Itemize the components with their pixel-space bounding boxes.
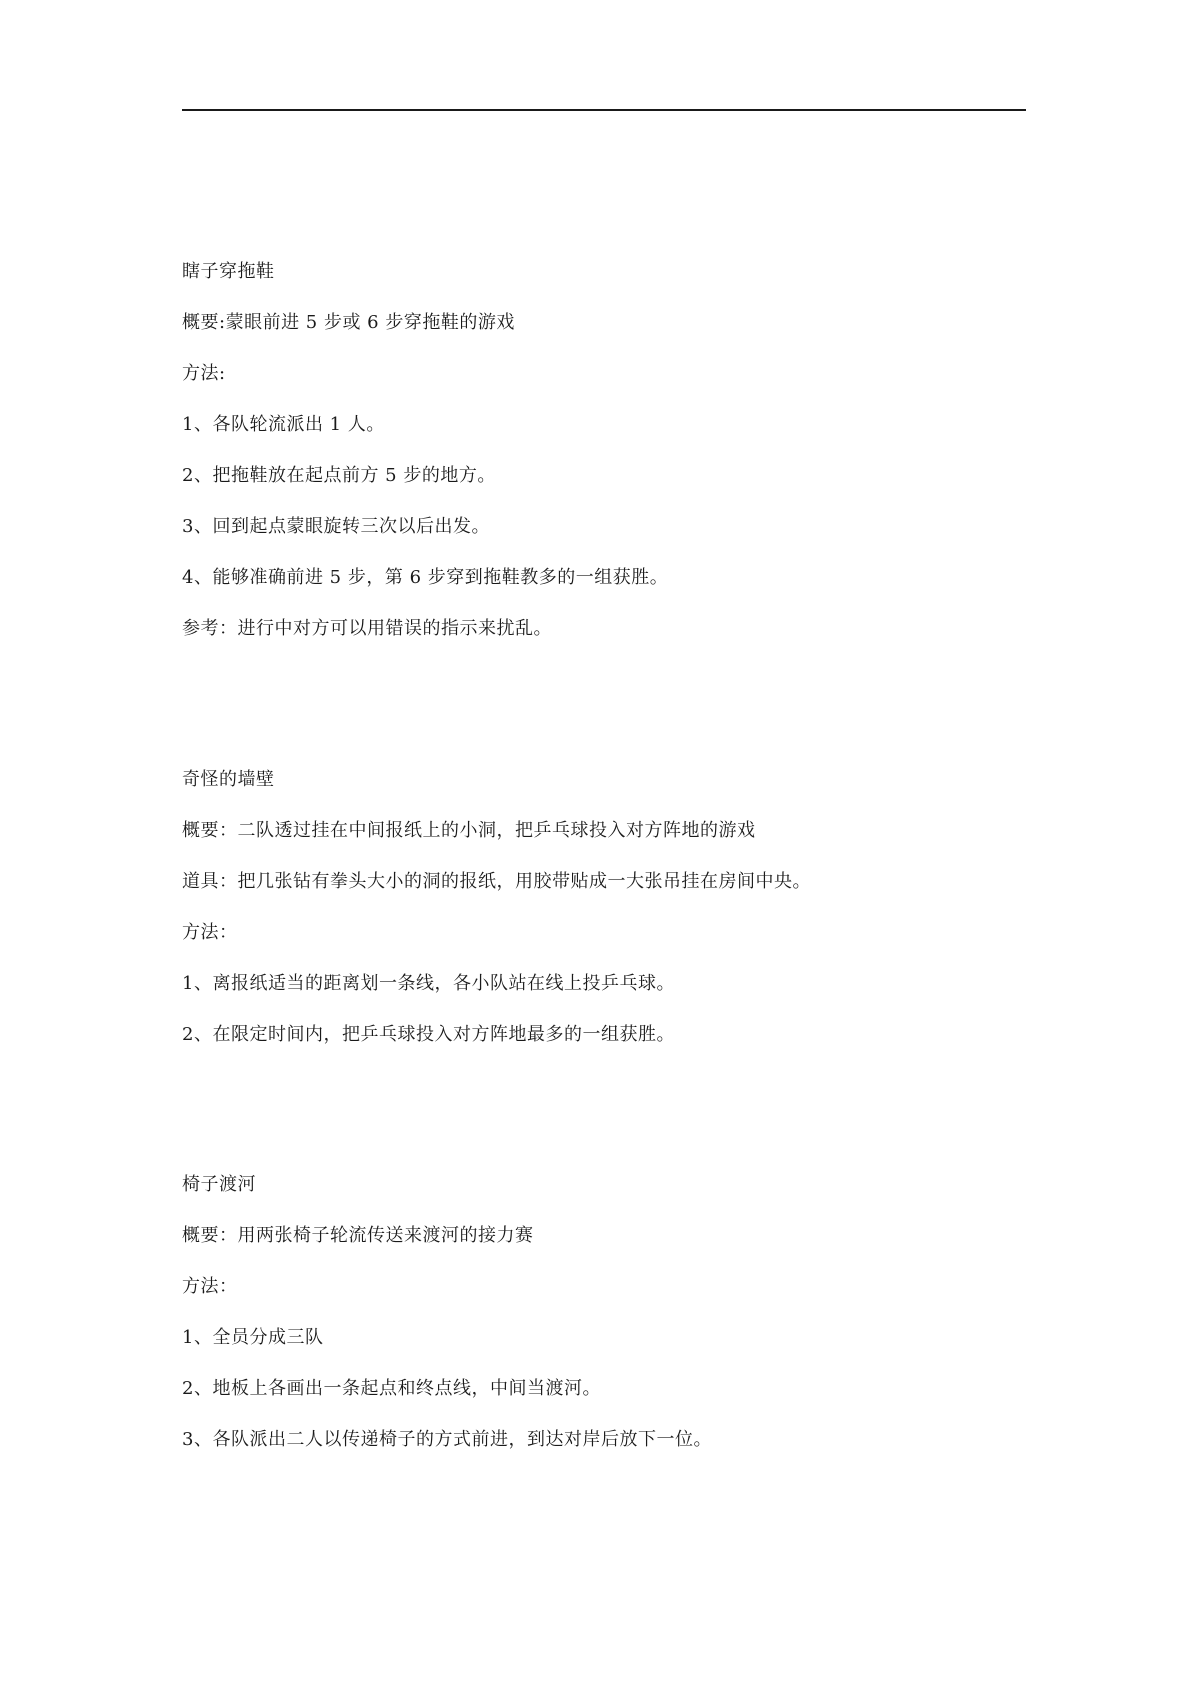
section-title: 椅子渡河 — [182, 1174, 256, 1195]
method-heading: 方法： — [182, 922, 238, 943]
step-line: 1、各队轮流派出 1 人。 — [182, 414, 385, 435]
method-heading: 方法: — [182, 363, 226, 384]
step-line: 4、能够准确前进 5 步，第 6 步穿到拖鞋教多的一组获胜。 — [182, 567, 669, 588]
section-title: 奇怪的墙壁 — [182, 769, 275, 790]
step-line: 2、在限定时间内，把乒乓球投入对方阵地最多的一组获胜。 — [182, 1024, 675, 1045]
step-line: 2、地板上各画出一条起点和终点线，中间当渡河。 — [182, 1378, 601, 1399]
props-line: 道具：把几张钻有拳头大小的洞的报纸，用胶带贴成一大张吊挂在房间中央。 — [182, 871, 811, 892]
step-line: 1、离报纸适当的距离划一条线，各小队站在线上投乒乓球。 — [182, 973, 675, 994]
step-line: 3、回到起点蒙眼旋转三次以后出发。 — [182, 516, 490, 537]
step-line: 3、各队派出二人以传递椅子的方式前进，到达对岸后放下一位。 — [182, 1429, 712, 1450]
section-title: 瞎子穿拖鞋 — [182, 261, 275, 282]
method-heading: 方法： — [182, 1276, 238, 1297]
step-line: 1、全员分成三队 — [182, 1327, 324, 1348]
summary-line: 概要:蒙眼前进 5 步或 6 步穿拖鞋的游戏 — [182, 312, 515, 333]
header-rule — [182, 109, 1026, 111]
reference-line: 参考：进行中对方可以用错误的指示来扰乱。 — [182, 618, 552, 639]
summary-line: 概要：用两张椅子轮流传送来渡河的接力赛 — [182, 1225, 534, 1246]
summary-line: 概要：二队透过挂在中间报纸上的小洞，把乒乓球投入对方阵地的游戏 — [182, 820, 756, 841]
step-line: 2、把拖鞋放在起点前方 5 步的地方。 — [182, 465, 496, 486]
